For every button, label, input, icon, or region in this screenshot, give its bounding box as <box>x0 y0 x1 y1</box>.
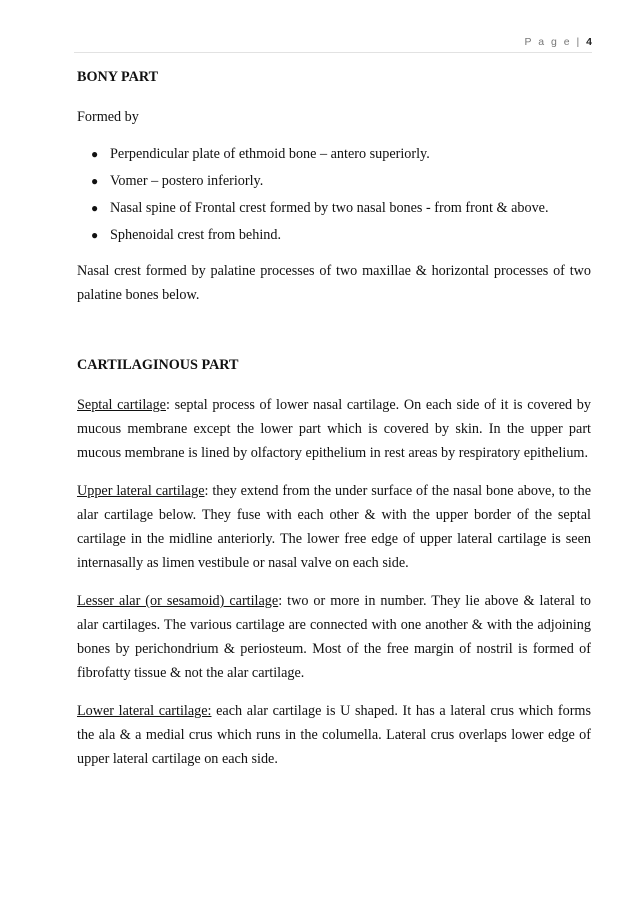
bony-part-list <box>77 141 591 249</box>
paragraph-text: : septal process of lower nasal cartilage. On each side of it is covered by mucous membrane except the lower part which is covered by skin. In the upper part mucous membrane is lined by olfactory epithelium in rest areas by respiratory epithelium. <box>77 397 591 461</box>
nasal-crest-paragraph: Nasal crest formed by palatine processes of two maxillae & horizontal processes of two palatine bones below. <box>77 263 591 303</box>
term-lower-lateral-cartilage: Lower lateral cartilage: <box>77 703 212 719</box>
header-divider <box>74 52 592 53</box>
list-item <box>77 195 591 222</box>
septal-cartilage-paragraph <box>77 393 591 465</box>
bullet-icon: ● <box>91 201 99 215</box>
paragraph-text: each alar cartilage is U shaped. It has a lateral crus which forms the ala & a medial crus which runs in the columella. Lateral crus overlaps lower edge of upper lateral cartilage on each side. <box>77 703 591 767</box>
paragraph-text: : two or more in number. They lie above & lateral to alar cartilages. The various cartilage are connected with one another & with the adjoining bones by perichondrium & periosteum. Most of the free margin of nostril is formed of fibrofatty tissue & not the alar cartilage. <box>77 593 591 681</box>
list-item <box>77 168 591 195</box>
list-item <box>77 141 591 168</box>
term-upper-lateral-cartilage: Upper lateral cartilage <box>77 483 205 499</box>
upper-lateral-cartilage-paragraph <box>77 479 591 575</box>
formed-by-text: Formed by <box>77 109 139 125</box>
bullet-icon: ● <box>91 174 99 188</box>
bullet-icon: ● <box>91 228 99 242</box>
page-content <box>77 65 591 771</box>
list-item-text: Perpendicular plate of ethmoid bone – antero superiorly. <box>110 146 430 162</box>
bony-part-heading: BONY PART <box>77 69 159 85</box>
list-item-text: Sphenoidal crest from behind. <box>110 227 281 243</box>
page-label: P a g e <box>524 36 572 48</box>
page-header <box>524 36 592 48</box>
list-item-text: Vomer – postero inferiorly. <box>110 173 264 189</box>
cartilaginous-part-heading: CARTILAGINOUS PART <box>77 357 239 373</box>
paragraph-text: : they extend from the under surface of the nasal bone above, to the alar cartilage below. They fuse with each other & with the upper border of the septal cartilage in the midline anteriorly. The lower free edge of upper lateral cartilage is seen internasally as limen vestibule or nasal valve on each side. <box>77 483 591 571</box>
term-septal-cartilage: Septal cartilage <box>77 397 166 413</box>
list-item-text: Nasal spine of Frontal crest formed by two nasal bones - from front & above. <box>110 200 549 216</box>
bullet-icon: ● <box>91 147 99 161</box>
page-separator: | <box>576 36 582 48</box>
lesser-alar-cartilage-paragraph <box>77 589 591 685</box>
page-number: 4 <box>586 36 592 48</box>
term-lesser-alar-cartilage: Lesser alar (or sesamoid) cartilage <box>77 593 279 609</box>
lower-lateral-cartilage-paragraph <box>77 699 591 771</box>
list-item <box>77 222 591 249</box>
